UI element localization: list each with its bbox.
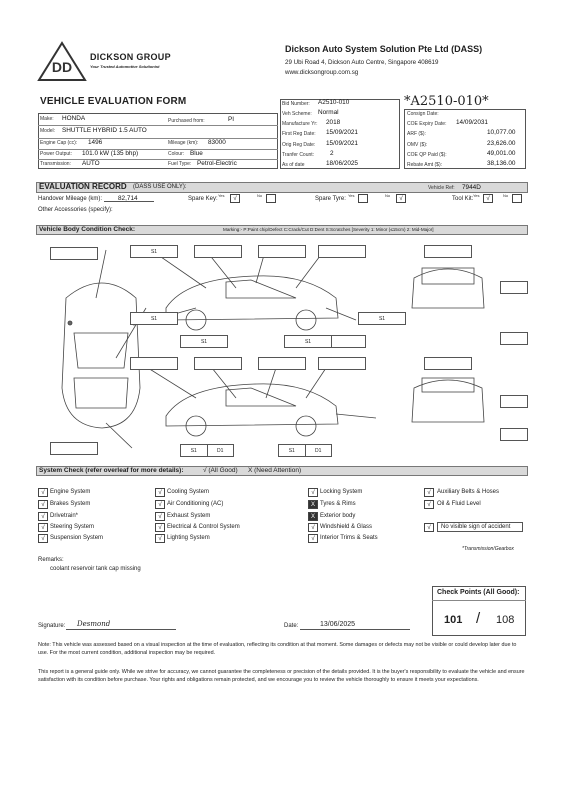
first-reg-value: 15/09/2021 (326, 129, 358, 136)
system-check-label: Exhaust System (167, 513, 211, 519)
bid-value: A2510-010 (318, 99, 350, 106)
checkpoints-label: Check Points (All Good): (437, 589, 520, 596)
model-value: SHUTTLE HYBRID 1.5 AUTO (62, 127, 147, 134)
rebate-value: 38,136.00 (487, 160, 516, 167)
damage-mark-pair-2[interactable] (278, 444, 332, 457)
coe-expiry-value: 14/09/2031 (456, 119, 488, 126)
engine-label: Engine Cap (cc): (40, 140, 78, 146)
power-value: 101.0 kW (135 bhp) (82, 150, 139, 157)
system-check-legend-good: √ (All Good) (203, 467, 238, 474)
veh-scheme-value: Normal (318, 109, 339, 116)
date-label: Date: (284, 623, 299, 629)
omv-value: 23,626.00 (487, 140, 516, 147)
omv-label: OMV ($): (407, 142, 428, 148)
arf-label: ARF ($): (407, 131, 426, 137)
system-check-box[interactable]: √ (424, 488, 434, 497)
rebate-label: Rebate Amt ($): (407, 162, 443, 168)
system-check-box[interactable]: √ (424, 500, 434, 509)
system-check-box[interactable]: X (308, 512, 318, 521)
system-check-box[interactable]: √ (38, 523, 48, 532)
system-check-label: Auxiliary Belts & Hoses (437, 489, 500, 495)
system-check-label: Cooling System (167, 489, 210, 495)
damage-box-12[interactable] (318, 357, 366, 370)
divider (432, 600, 526, 601)
system-check-box[interactable]: √ (308, 488, 318, 497)
damage-box-16[interactable] (50, 442, 98, 455)
damage-mark-8: S1 (279, 445, 306, 456)
signature-value: Desmond (77, 620, 111, 628)
damage-mark-1[interactable]: S1 (130, 245, 178, 258)
bid-label: Bid Number: (282, 101, 310, 107)
spare-tyre-yes-label: Yes (348, 193, 355, 198)
arf-value: 10,077.00 (487, 129, 516, 136)
company-logo (38, 42, 86, 82)
system-check-box[interactable]: √ (38, 512, 48, 521)
system-check-box[interactable]: √ (38, 534, 48, 543)
checkpoints-slash: / (476, 610, 481, 627)
damage-box-10[interactable] (194, 357, 242, 370)
damage-box-11[interactable] (258, 357, 306, 370)
model-label: Model: (40, 128, 56, 134)
divider (38, 159, 278, 160)
brand-name: DICKSON GROUP (90, 52, 171, 62)
spare-key-yes-checkbox[interactable]: √ (230, 194, 240, 203)
colour-label: Colour: (168, 151, 185, 157)
damage-mark-3[interactable]: S1 (180, 335, 228, 348)
vehicle-ref-value: 7944D (462, 184, 481, 191)
system-check-label: Drivetrain* (50, 513, 79, 519)
tool-kit-yes-checkbox[interactable]: √ (483, 194, 493, 203)
tool-kit-no-checkbox[interactable] (512, 194, 522, 203)
damage-mark-pair-1[interactable] (180, 444, 234, 457)
transmission-label: Transmission: (40, 161, 71, 167)
damage-box-4[interactable] (318, 245, 366, 258)
system-check-label: Interior Trims & Seats (320, 535, 378, 541)
coe-expiry-label: COE Expiry Date: (407, 121, 447, 127)
make-label: Make: (40, 116, 54, 122)
damage-box-5[interactable] (424, 245, 472, 258)
system-check-label: Electrical & Control System (167, 524, 240, 530)
system-check-label: Tyres & Rims (320, 501, 356, 507)
manufacture-yr-label: Manufacture Yr: (282, 121, 318, 127)
date-value: 13/06/2025 (320, 621, 356, 628)
tool-kit-yes-label: Yes (473, 193, 480, 198)
spare-tyre-label: Spare Tyre: (315, 196, 346, 202)
as-of-label: As of date (282, 162, 305, 168)
damage-mark-2[interactable]: S1 (130, 312, 178, 325)
system-check-label: Oil & Fluid Level (437, 501, 481, 507)
power-label: Power Output: (40, 151, 72, 157)
coe-qp-label: COE QP Paid ($): (407, 152, 447, 158)
car-body-diagram (36, 238, 528, 462)
orig-reg-value: 15/09/2021 (326, 140, 358, 147)
damage-box-2[interactable] (194, 245, 242, 258)
transfer-label: Tranfer Count: (282, 152, 315, 158)
marking-legend: Marking:- P:Paint chip/Defect C:Crack/Cut D:Dent S:Scratches [Severity 1: Minor (≤15cm) 2: Mid-Major] (223, 227, 434, 232)
system-check-box[interactable]: √ (308, 523, 318, 532)
spare-key-label: Spare Key: (188, 196, 218, 202)
make-value: HONDA (62, 115, 86, 122)
handover-mileage-label: Handover Mileage (km): (38, 196, 103, 202)
fuel-value: Petrol-Electric (197, 160, 237, 167)
handover-mileage-value: 82,714 (118, 195, 138, 202)
system-check-label: Brakes System (50, 501, 91, 507)
consign-label: Consign Date: (407, 111, 439, 117)
transfer-value: 2 (330, 150, 334, 157)
colour-value: Blue (190, 150, 203, 157)
transmission-value: AUTO (82, 160, 100, 167)
veh-scheme-label: Veh Scheme: (282, 111, 312, 117)
system-check-label: Locking System (320, 489, 363, 495)
spare-key-yes-label: Yes (218, 193, 225, 198)
remarks-text: coolant reservoir tank cap missing (50, 566, 141, 572)
orig-reg-label: Orig Reg Date: (282, 142, 316, 148)
evaluation-record-title: EVALUATION RECORD (39, 182, 127, 191)
system-check-title: System Check (refer overleaf for more details): (39, 467, 184, 474)
system-check-label: Engine System (50, 489, 91, 495)
mileage-label: Mileage (km): (168, 140, 199, 146)
system-check-box[interactable]: √ (155, 488, 165, 497)
damage-mark-4[interactable]: S1 (284, 335, 332, 348)
checkpoints-good: 101 (444, 614, 463, 626)
damage-box-3[interactable] (258, 245, 306, 258)
signature-line (66, 629, 176, 630)
damage-mark-7: D1 (217, 448, 224, 454)
tool-kit-label: Tool Kit: (452, 196, 474, 202)
purchased-value: PI (228, 116, 235, 123)
manufacture-yr-value: 2018 (326, 119, 341, 126)
damage-box-7[interactable] (500, 332, 528, 345)
damage-box-1[interactable] (50, 247, 98, 260)
damage-box-13[interactable] (424, 357, 472, 370)
system-check-label: Steering System (50, 524, 95, 530)
body-check-title: Vehicle Body Condition Check: (39, 226, 136, 233)
damage-mark-5[interactable]: S1 (358, 312, 406, 325)
system-check-box[interactable]: √ (155, 534, 165, 543)
system-check-label: Exterior body (320, 513, 356, 519)
system-check-box[interactable]: X (308, 500, 318, 509)
checkpoints-total: 108 (496, 614, 515, 626)
system-check-label: Windshield & Glass (320, 524, 373, 530)
date-line (300, 629, 410, 630)
divider (38, 138, 278, 139)
damage-box-9[interactable] (130, 357, 178, 370)
divider (38, 149, 278, 150)
system-check-box[interactable]: √ (155, 512, 165, 521)
company-website: www.dicksongroup.com.sg (285, 69, 359, 76)
spare-key-no-label: No (257, 193, 263, 198)
damage-mark-9: D1 (315, 448, 322, 454)
as-of-value: 18/06/2025 (326, 160, 358, 167)
coe-qp-value: 49,001.00 (487, 150, 516, 157)
spare-key-no-checkbox[interactable] (266, 194, 276, 203)
mileage-value: 83000 (208, 139, 226, 146)
first-reg-label: First Reg Date: (282, 131, 316, 137)
spare-tyre-yes-checkbox[interactable] (358, 194, 368, 203)
system-check-label: Lighting System (167, 535, 210, 541)
inspection-note: Note: This vehicle was assessed based on a visual inspection at the time of evaluation, reflecting its condition at that moment. Some damages or defects may not be visible or could develop later due to use. For the most current condition, additional inspection may be required. (38, 642, 517, 656)
damage-box-14[interactable] (500, 395, 528, 408)
damage-mark-6: S1 (181, 445, 208, 456)
signature-label: Signature: (38, 623, 66, 629)
system-check-box[interactable]: √ (38, 488, 48, 497)
form-title: VEHICLE EVALUATION FORM (40, 96, 187, 107)
system-check-box[interactable]: √ (155, 523, 165, 532)
system-check-legend-bad: X (Need Attention) (248, 467, 302, 474)
disclaimer-note: This report is a general guide only. While we strive for accuracy, we cannot guarantee the completeness or precision of the details provided. It is the buyer's responsibility to evaluate the vehicle and ensure satisfaction with its condition before purchase. Your rights and obligations remain protected, and we encourage you to review the vehicle thoroughly to ensure it meets your expectations. (38, 669, 525, 683)
company-name: Dickson Auto System Solution Pte Ltd (DASS) (285, 44, 483, 54)
system-check-box[interactable]: √ (155, 500, 165, 509)
spare-tyre-no-label: No (385, 193, 391, 198)
handwritten-bid-id: *A2510-010* (404, 94, 489, 109)
transmission-footnote: *Transmission/Gearbox (462, 546, 514, 552)
evaluation-record-subtitle: (DASS USE ONLY): (133, 184, 187, 190)
system-check-box[interactable]: √ (424, 523, 434, 532)
system-check-box[interactable]: √ (38, 500, 48, 509)
system-check-box[interactable]: √ (308, 534, 318, 543)
company-address: 29 Ubi Road 4, Dickson Auto Centre, Singapore 408619 (285, 59, 439, 66)
engine-value: 1496 (88, 139, 103, 146)
damage-box-6[interactable] (500, 281, 528, 294)
system-check-label: No visible sign of accident (437, 522, 523, 532)
tool-kit-no-label: No (503, 193, 509, 198)
system-check-label: Air Conditioning (AC) (167, 501, 224, 507)
spare-tyre-no-checkbox[interactable]: √ (396, 194, 406, 203)
remarks-label: Remarks: (38, 557, 64, 563)
vehicle-ref-label: Vehicle Ref: (428, 185, 455, 191)
brand-tagline: Your Trusted Automotive Solutionist (90, 64, 160, 69)
damage-box-15[interactable] (500, 428, 528, 441)
purchased-label: Purchased from: (168, 118, 205, 124)
fuel-label: Fuel Type: (168, 161, 192, 167)
divider (38, 125, 278, 126)
svg-text:DD: DD (51, 59, 73, 75)
other-accessories-label: Other Accessories (specify): (38, 207, 113, 213)
system-check-label: Suspension System (50, 535, 104, 541)
